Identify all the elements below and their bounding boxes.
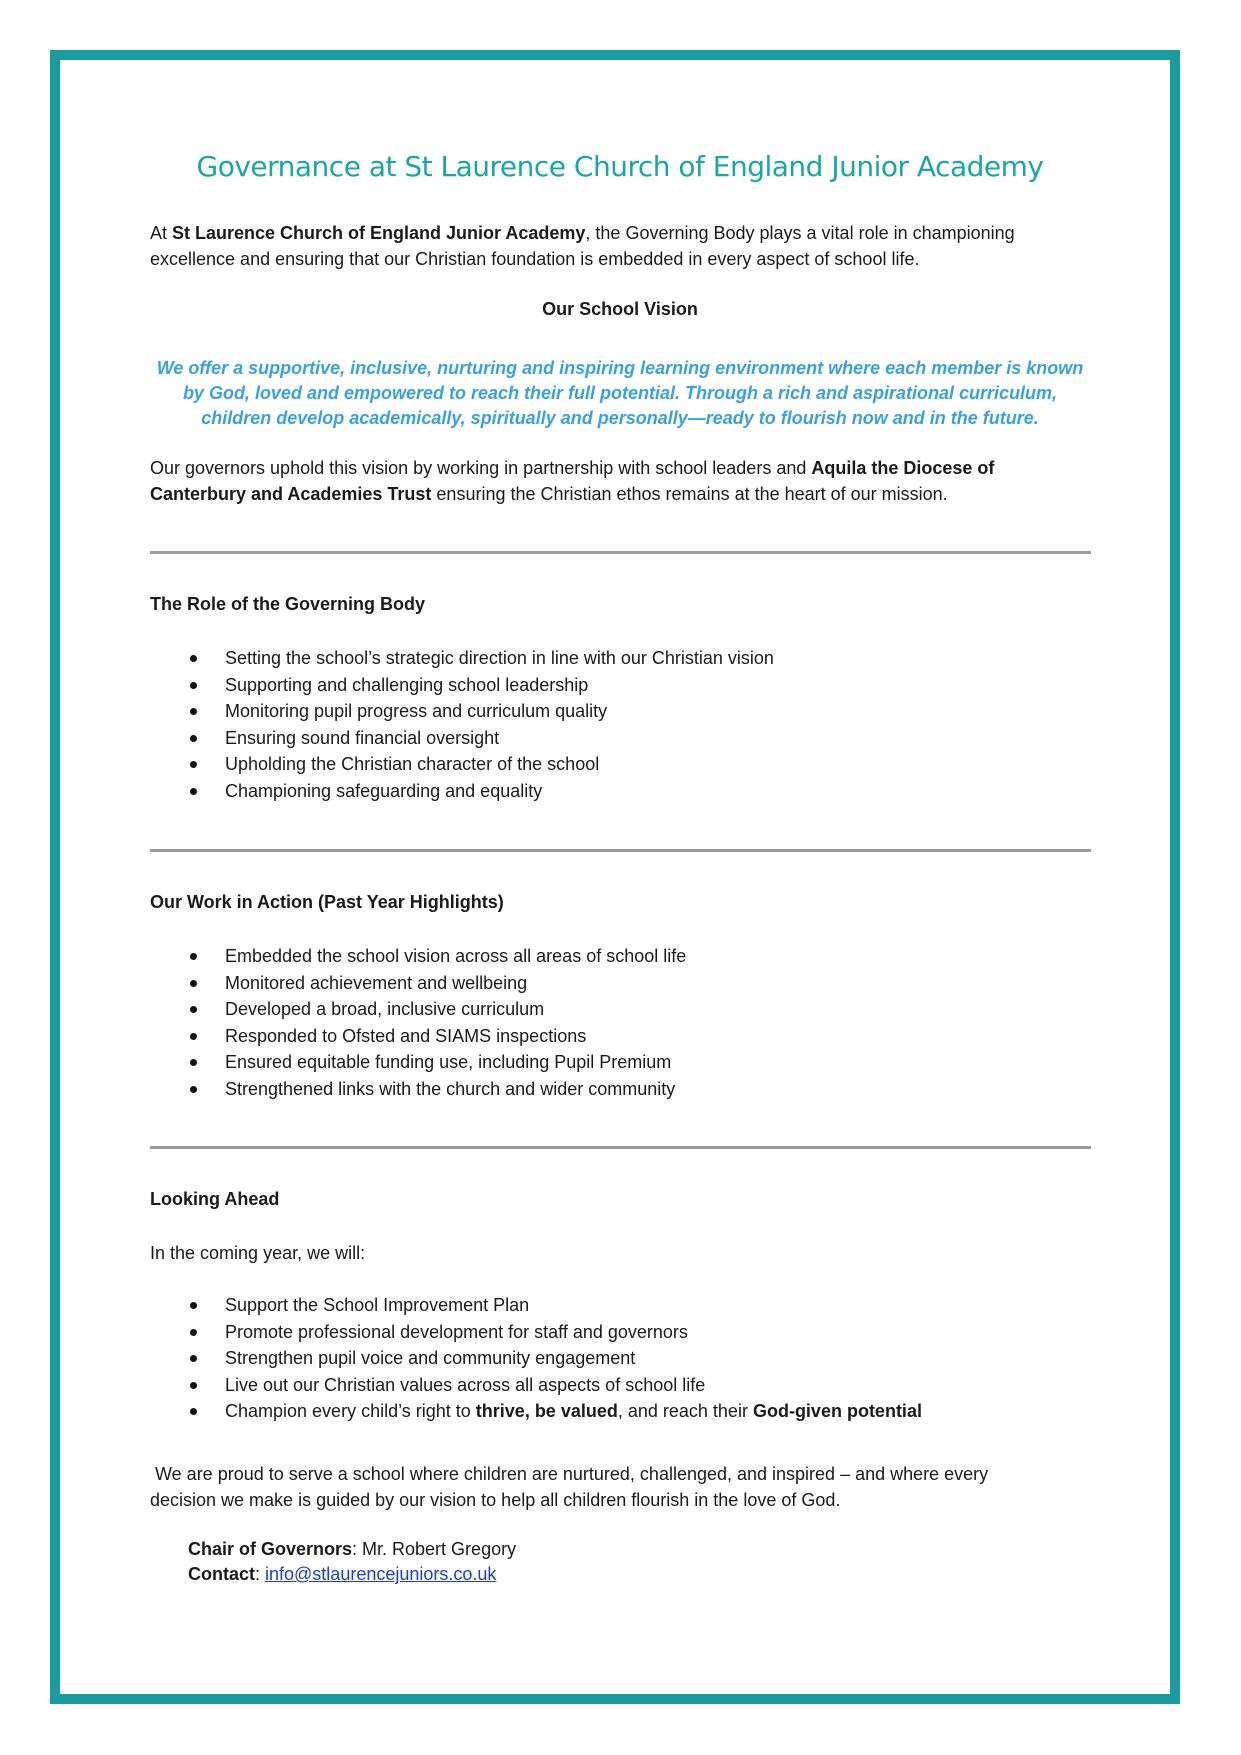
list-item: Supporting and challenging school leadership (150, 672, 774, 699)
partnership-text: ensuring the Christian ethos remains at the heart of our mission. (431, 484, 948, 504)
vision-line: We offer a supportive, inclusive, nurturing and inspiring learning environment where each member is known (156, 358, 1084, 378)
list-item: Monitored achievement and wellbeing (150, 970, 686, 997)
contact-label: Contact (188, 1564, 255, 1584)
ahead-lead: In the coming year, we will: (150, 1243, 366, 1263)
list-item: Support the School Improvement Plan (150, 1292, 922, 1319)
bullet-icon (190, 1355, 197, 1362)
list-item: Responded to Ofsted and SIAMS inspections (150, 1023, 686, 1050)
list-item: Setting the school’s strategic direction in line with our Christian vision (150, 645, 774, 672)
bullet-icon (190, 788, 197, 795)
intro-school-name: St Laurence Church of England Junior Academy (172, 223, 586, 243)
chair-line (188, 1537, 516, 1562)
closing-paragraph (150, 1461, 1090, 1513)
section-divider (150, 1146, 1091, 1149)
intro-line2: excellence and ensuring that our Christian foundation is embedded in every aspect of school life. (150, 249, 920, 269)
bullet-icon (190, 980, 197, 987)
list-item: Live out our Christian values across all aspects of school life (150, 1372, 922, 1399)
bullet-icon (190, 1006, 197, 1013)
closing-line: decision we make is guided by our vision to help all children flourish in the love of God. (150, 1490, 841, 1510)
role-list (150, 645, 774, 805)
bullet-icon (190, 1382, 197, 1389)
ahead-list (150, 1292, 922, 1425)
vision-statement (150, 356, 1090, 431)
chair-name: : Mr. Robert Gregory (352, 1539, 517, 1559)
list-item: Monitoring pupil progress and curriculum quality (150, 698, 774, 725)
bullet-icon (190, 1059, 197, 1066)
partnership-text: Our governors uphold this vision by working in partnership with school leaders and (150, 458, 812, 478)
list-item: Ensured equitable funding use, including Pupil Premium (150, 1049, 686, 1076)
bullet-icon (190, 761, 197, 768)
list-item: Promote professional development for staff and governors (150, 1319, 922, 1346)
list-item: Strengthened links with the church and wider community (150, 1076, 686, 1103)
intro-paragraph (150, 220, 1090, 272)
list-item: Strengthen pupil voice and community engagement (150, 1345, 922, 1372)
list-item: Embedded the school vision across all areas of school life (150, 943, 686, 970)
section-divider (150, 551, 1091, 554)
list-item: Ensuring sound financial oversight (150, 725, 774, 752)
closing-line: We are proud to serve a school where children are nurtured, challenged, and inspired – and where every (150, 1464, 989, 1484)
vision-line: children develop academically, spiritually and personally—ready to flourish now and in the future. (201, 408, 1039, 428)
vision-line: by God, loved and empowered to reach their full potential. Through a rich and aspirational curriculum, (182, 383, 1058, 403)
bullet-icon (190, 655, 197, 662)
bullet-icon (190, 708, 197, 715)
intro-prefix: At (150, 223, 173, 243)
work-heading: Our Work in Action (Past Year Highlights) (150, 892, 504, 912)
bullet-icon (190, 1329, 197, 1336)
intro-line1-rest: , the Governing Body plays a vital role in championing (585, 223, 1015, 243)
bullet-icon (190, 735, 197, 742)
chair-label: Chair of Governors (188, 1539, 353, 1559)
section-divider (150, 849, 1091, 852)
list-item: Developed a broad, inclusive curriculum (150, 996, 686, 1023)
ahead-heading: Looking Ahead (150, 1189, 280, 1209)
partnership-trust-name: Canterbury and Academies Trust (150, 484, 432, 504)
bullet-icon (190, 682, 197, 689)
list-item: Championing safeguarding and equality (150, 778, 774, 805)
vision-heading: Our School Vision (542, 299, 698, 319)
bullet-icon (190, 1086, 197, 1093)
bullet-icon (190, 1408, 197, 1415)
list-item: Champion every child’s right to thrive, be valued, and reach their God-given potential (150, 1398, 922, 1425)
page-title: Governance at St Laurence Church of England Junior Academy (196, 150, 1044, 183)
contact-line: Contact: info@stlaurencejuniors.co.uk (188, 1564, 497, 1584)
list-item: Upholding the Christian character of the school (150, 751, 774, 778)
contact-email-link[interactable]: info@stlaurencejuniors.co.uk (265, 1564, 497, 1584)
bullet-icon (190, 1033, 197, 1040)
bullet-icon (190, 1302, 197, 1309)
work-list (150, 943, 686, 1103)
partnership-trust-name: Aquila the Diocese of (811, 458, 995, 478)
role-heading: The Role of the Governing Body (150, 594, 426, 614)
bullet-icon (190, 953, 197, 960)
partnership-paragraph (150, 455, 1090, 507)
